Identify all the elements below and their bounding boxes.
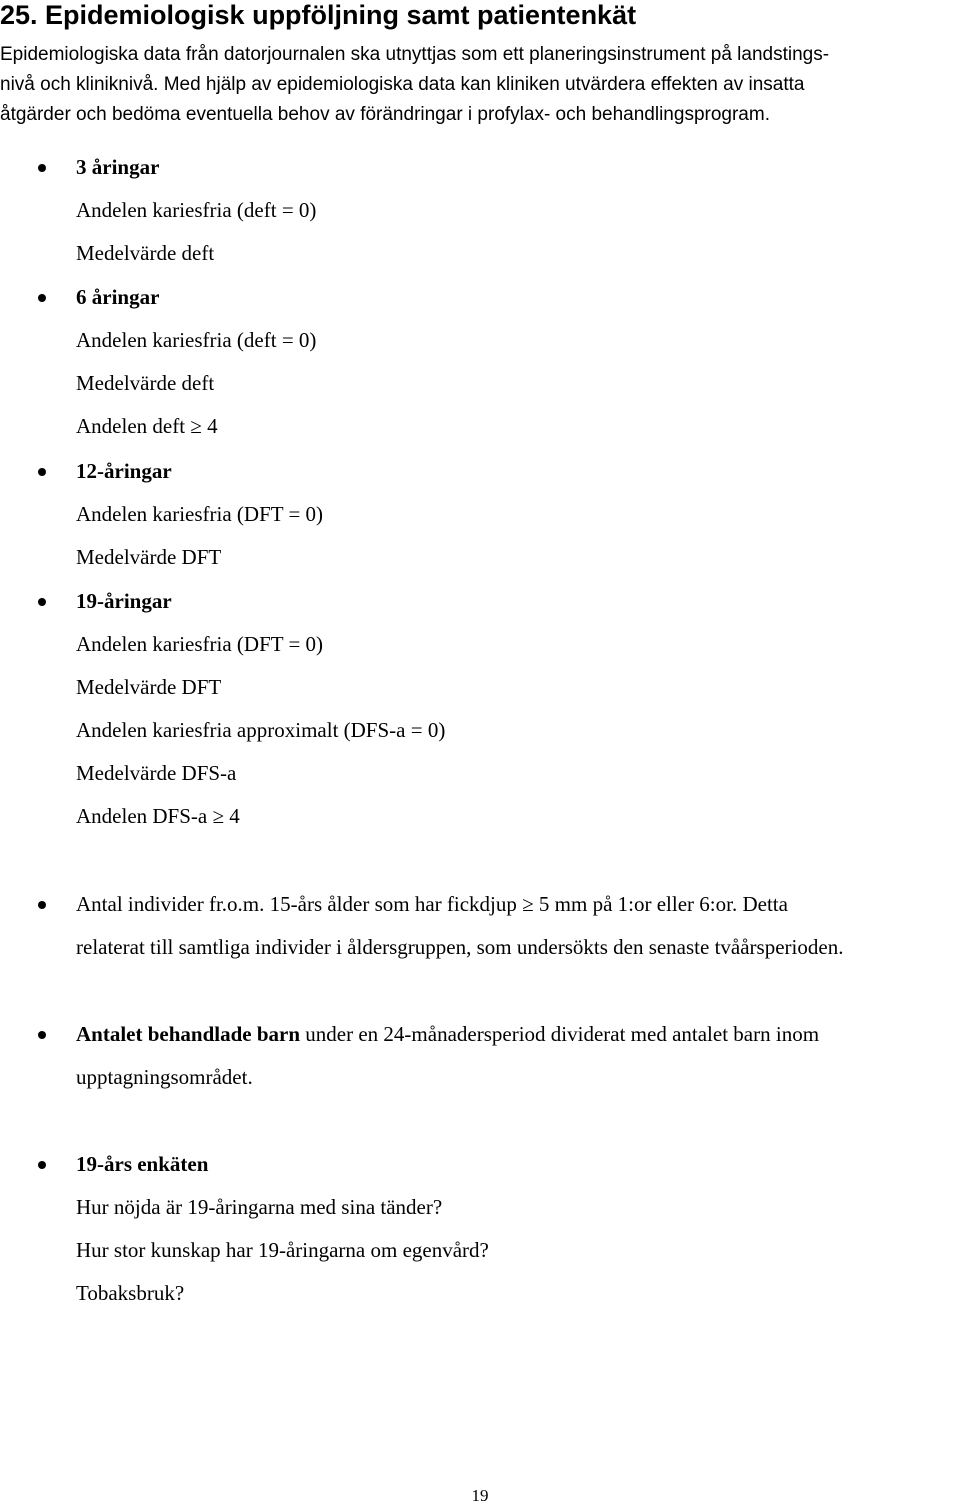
bullet-icon xyxy=(38,468,46,476)
fickdjup-line: Antal individer fr.o.m. 15-års ålder som har fickdjup ≥ 5 mm på 1:or eller 6:or. Detta xyxy=(76,892,788,916)
fickdjup-content xyxy=(76,883,960,969)
group-line: Andelen kariesfria (DFT = 0) xyxy=(76,502,324,526)
behandlade-line xyxy=(76,1013,960,1056)
group-line: Medelvärde DFS-a xyxy=(76,761,237,785)
enkat-question: Hur stor kunskap har 19-åringarna om egenvård? xyxy=(76,1238,489,1262)
page-number: 19 xyxy=(471,1486,489,1505)
intro-line: nivå och kliniknivå. Med hjälp av epidemiologiska data kan kliniken utvärdera effekten av insatta xyxy=(0,74,805,95)
enkat-content xyxy=(76,1143,960,1315)
bullet-icon xyxy=(38,1161,46,1169)
enkat-question: Hur nöjda är 19-åringarna med sina tänder? xyxy=(76,1195,443,1219)
behandlade-bold: Antalet behandlade barn xyxy=(76,1022,301,1046)
group-line: Andelen deft ≥ 4 xyxy=(76,414,218,438)
group-line: Medelvärde deft xyxy=(76,371,215,395)
group-line: Medelvärde DFT xyxy=(76,675,222,699)
enkat-title: 19-års enkäten xyxy=(76,1152,209,1176)
intro-line: Epidemiologiska data från datorjournalen ska utnyttjas som ett planeringsinstrument på landstings- xyxy=(0,44,830,65)
intro-line: åtgärder och bedöma eventuella behov av förändringar i profylax- och behandlingsprogram. xyxy=(0,104,770,125)
group-title: 6 åringar xyxy=(76,285,160,309)
group-line: Andelen kariesfria (deft = 0) xyxy=(76,198,317,222)
bullet-icon xyxy=(38,901,46,909)
group-line: Medelvärde DFT xyxy=(76,545,222,569)
fickdjup-line: relaterat till samtliga individer i åldersgruppen, som undersökts den senaste tvåårsperioden. xyxy=(76,935,844,959)
group-content xyxy=(76,450,960,579)
behandlade-line: upptagningsområdet. xyxy=(76,1065,253,1089)
group-title: 3 åringar xyxy=(76,155,160,179)
behandlade-rest: under en 24-månadersperiod dividerat med antalet barn inom xyxy=(300,1022,820,1046)
enkat-question: Tobaksbruk? xyxy=(76,1281,185,1305)
intro-paragraph xyxy=(0,40,960,130)
bullet-icon xyxy=(38,294,46,302)
bullet-icon xyxy=(38,164,46,172)
group-line: Medelvärde deft xyxy=(76,241,215,265)
group-line: Andelen kariesfria (deft = 0) xyxy=(76,328,317,352)
group-content xyxy=(76,276,960,448)
group-line: Andelen DFS-a ≥ 4 xyxy=(76,804,240,828)
bullet-icon xyxy=(38,1031,46,1039)
group-title: 12-åringar xyxy=(76,459,172,483)
bullet-icon xyxy=(38,598,46,606)
group-title: 19-åringar xyxy=(76,589,172,613)
group-line: Andelen kariesfria approximalt (DFS-a = 0) xyxy=(76,718,446,742)
behandlade-content xyxy=(76,1013,960,1099)
section-heading: 25. Epidemiologisk uppföljning samt patientenkät xyxy=(0,0,637,30)
group-content xyxy=(76,580,960,838)
group-content xyxy=(76,146,960,275)
group-line: Andelen kariesfria (DFT = 0) xyxy=(76,632,324,656)
